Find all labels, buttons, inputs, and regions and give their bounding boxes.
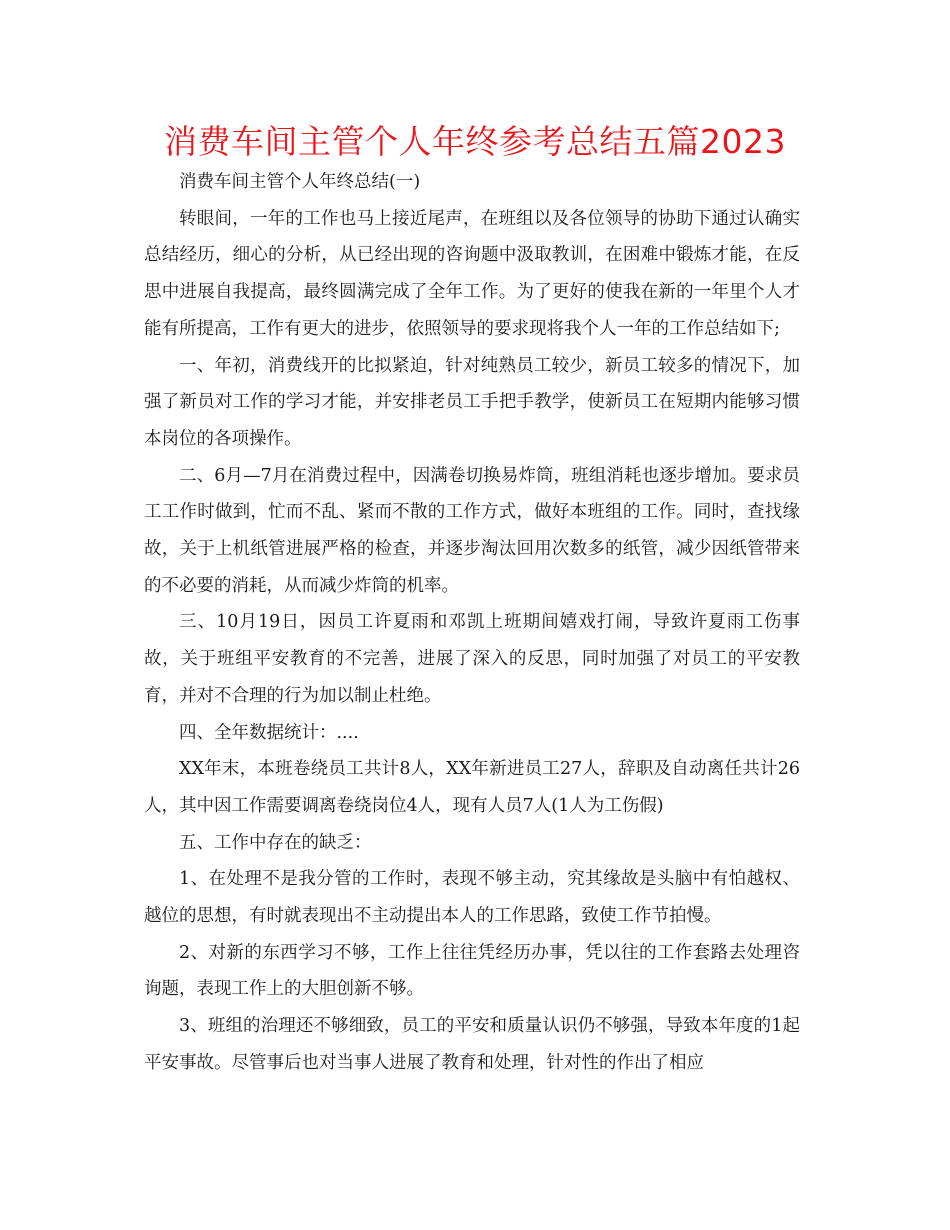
section-heading: 消费车间主管个人年终总结(一) [179,172,421,192]
document-title: 消费车间主管个人年终参考总结五篇2023 [164,122,786,161]
paragraph-shortcoming-1: 1、在处理不是我分管的工作时，表现不够主动，究其缘故是头脑中有怕越权、越位的思想，有时就表现出不主动提出本人的工作思路，致使工作节拍慢。 [144,869,800,927]
paragraph-item-5: 五、工作中存在的缺乏： [179,832,372,853]
paragraph-shortcoming-3: 3、班组的治理还不够细致，员工的平安和质量认识仍不够强，导致本年度的1起平安事故。尽管事后也对当事人进展了教育和处理，针对性的作出了相应 [144,1016,800,1073]
paragraph-intro: 转眼间，一年的工作也马上接近尾声，在班组以及各位领导的协助下通过认确实总结经历，细心的分析，从已经出现的咨询题中汲取教训，在困难中锻炼才能，在反思中进展自我提高，最终圆满完成了全年工作。为了更好的使我在新的一年里个人才能有所提高，工作有更大的进步，依照领导的要求现将我个人一年的工作总结如下; [144,208,800,339]
document-body [144,164,800,1082]
paragraph-statistics: XX年末，本班卷绕员工共计8人，XX年新进员工27人，辞职及自动离任共计26人，其中因工作需要调离卷绕岗位4人，现有人员7人(1人为工伤假) [144,759,800,816]
paragraph-shortcoming-2: 2、对新的东西学习不够，工作上往往凭经历办事，凭以往的工作套路去处理咨询题，表现工作上的大胆创新不够。 [144,942,800,1000]
paragraph-item-3: 三、10月19日，因员工许夏雨和邓凯上班期间嬉戏打闹，导致许夏雨工伤事故，关于班组平安教育的不完善，进展了深入的反思，同时加强了对员工的平安教育，并对不合理的行为加以制止杜绝。 [144,612,800,706]
paragraph-item-4: 四、全年数据统计：.... [179,722,359,743]
paragraph-item-1: 一、年初，消费线开的比拟紧迫，针对纯熟员工较少，新员工较多的情况下，加强了新员对工作的学习才能，并安排老员工手把手教学，使新员工在短期内能够习惯本岗位的各项操作。 [144,355,800,449]
paragraph-item-2: 二、6月—7月在消费过程中，因满卷切换易炸筒，班组消耗也逐步增加。要求员工工作时做到，忙而不乱、紧而不散的工作方式，做好本班组的工作。同时，查找缘故，关于上机纸管进展严格的检查，并逐步淘汰回用次数多的纸管，减少因纸管带来的不必要的消耗，从而减少炸筒的机率。 [144,465,800,596]
